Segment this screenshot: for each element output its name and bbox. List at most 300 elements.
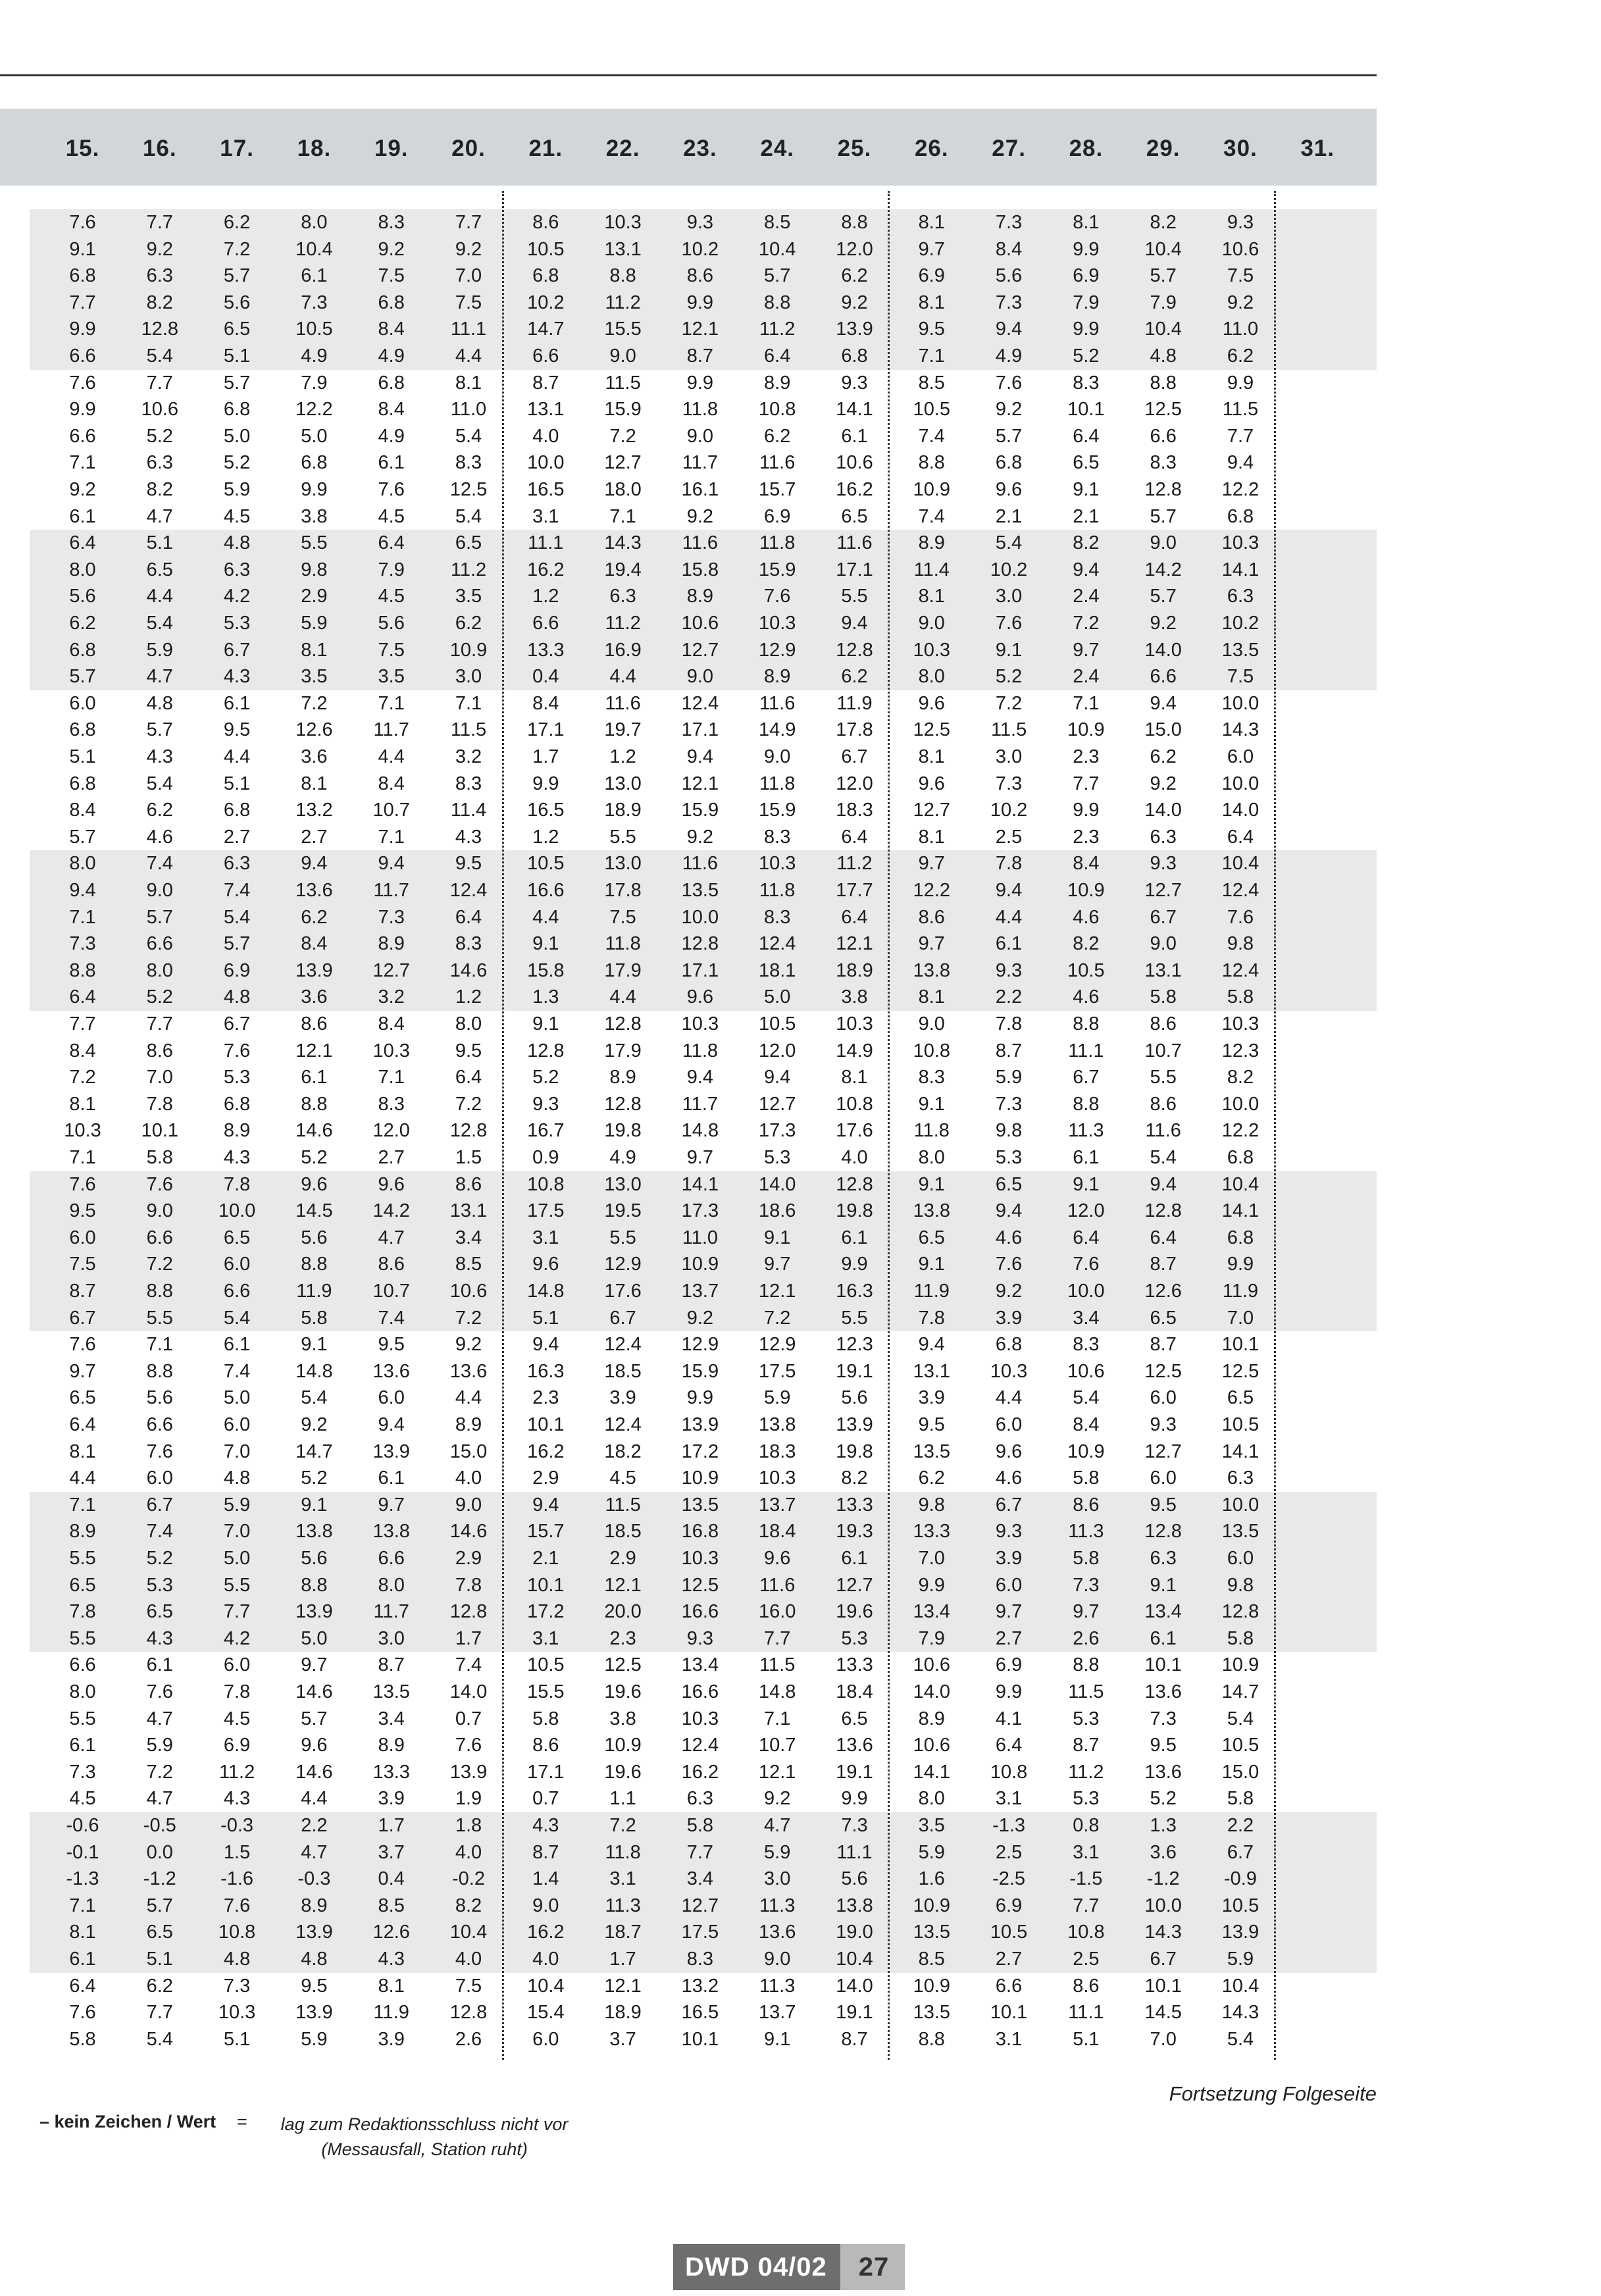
table-cell: 1.5 [223, 1841, 251, 1863]
table-cell: 5.6 [301, 1548, 328, 1569]
table-cell: 6.4 [764, 345, 791, 367]
table-cell: 5.4 [455, 505, 482, 527]
table-cell: 7.7 [146, 2002, 173, 2024]
table-cell: 12.0 [836, 238, 873, 260]
table-cell: 6.5 [223, 319, 251, 340]
table-cell: 7.3 [995, 773, 1023, 794]
table-cell: 13.9 [836, 319, 873, 340]
table-cell: 1.4 [532, 1868, 559, 1890]
table-cell: 9.2 [455, 1334, 482, 1356]
table-cell: 5.2 [1073, 345, 1100, 367]
table-cell: 5.2 [146, 1548, 173, 1569]
table-cell: 9.3 [686, 1627, 714, 1649]
table-cell: 17.6 [836, 1120, 873, 1142]
table-cell: 9.7 [686, 1147, 714, 1168]
table-cell: 7.3 [1150, 1708, 1177, 1729]
table-cell: 11.9 [1222, 1281, 1259, 1302]
table-cell: 9.2 [301, 1414, 328, 1435]
table-cell: 10.0 [1221, 692, 1259, 714]
table-cell: 12.4 [604, 1414, 642, 1435]
table-cell: 9.0 [918, 1013, 945, 1034]
table-cell: 8.8 [1073, 1093, 1100, 1115]
table-cell: 11.0 [1222, 319, 1259, 340]
table-cell: 1.3 [1150, 1815, 1177, 1836]
table-cell: 5.2 [995, 666, 1023, 688]
table-cell: 10.8 [758, 399, 796, 421]
table-cell: 5.8 [301, 1307, 328, 1329]
table-cell: 6.0 [1150, 1467, 1177, 1489]
table-cell: 5.9 [995, 1067, 1023, 1088]
table-cell: 11.5 [1222, 399, 1259, 421]
table-cell: 6.1 [841, 1227, 868, 1248]
table-cell: 14.0 [1144, 639, 1182, 661]
table-cell: 11.2 [605, 292, 641, 313]
top-rule [0, 74, 1377, 76]
table-cell: 9.4 [301, 853, 328, 875]
table-cell: 13.8 [836, 1895, 873, 1916]
table-cell: 9.6 [764, 1548, 791, 1569]
table-cell: 16.3 [527, 1360, 565, 1382]
table-cell: 9.4 [378, 853, 405, 875]
column-header-day: 24. [760, 136, 795, 161]
table-cell: 9.0 [146, 1200, 173, 1222]
table-cell: 6.5 [995, 1173, 1023, 1195]
table-cell: 16.9 [604, 639, 642, 661]
table-cell: 11.7 [682, 452, 719, 474]
table-cell: 10.3 [913, 639, 951, 661]
continuation-note: Fortsetzung Folgeseite [1169, 2082, 1377, 2105]
table-cell: 12.5 [1221, 1360, 1259, 1382]
table-cell: 8.9 [918, 532, 945, 554]
table-cell: 1.7 [455, 1627, 482, 1649]
table-cell: 6.6 [378, 1548, 405, 1569]
table-cell: 8.3 [686, 1949, 714, 1970]
table-cell: 11.7 [373, 719, 409, 741]
table-cell: 5.4 [1227, 2028, 1254, 2050]
table-cell: 0.8 [1073, 1815, 1100, 1836]
table-cell: 10.5 [1221, 1414, 1259, 1435]
table-cell: 7.4 [455, 1654, 482, 1676]
table-cell: 9.7 [918, 933, 945, 955]
table-cell: 8.4 [378, 1013, 405, 1034]
table-cell: 8.1 [455, 372, 482, 394]
table-cell: 5.3 [223, 613, 251, 634]
table-cell: 6.7 [1073, 1067, 1100, 1088]
table-cell: 11.1 [1068, 2002, 1104, 2024]
table-cell: 8.9 [764, 372, 791, 394]
table-cell: 13.8 [758, 1414, 796, 1435]
table-cell: 7.3 [995, 212, 1023, 233]
table-cell: 18.1 [758, 959, 796, 981]
table-cell: 5.1 [223, 2028, 251, 2050]
table-cell: -1.2 [1146, 1868, 1180, 1890]
table-cell: 13.7 [758, 1494, 796, 1516]
table-cell: 10.0 [681, 906, 719, 928]
table-cell: 10.1 [1144, 1654, 1182, 1676]
table-cell: 5.7 [223, 933, 251, 955]
table-cell: 8.1 [301, 773, 328, 794]
table-cell: 6.8 [841, 345, 868, 367]
table-cell: 9.9 [918, 1574, 945, 1596]
table-cell: 6.3 [1227, 1467, 1254, 1489]
table-cell: 6.8 [223, 399, 251, 421]
table-cell: 10.9 [449, 639, 488, 661]
table-cell: 11.6 [682, 853, 719, 875]
table-cell: 11.8 [759, 773, 796, 794]
table-cell: 16.5 [527, 800, 565, 821]
table-cell: 2.9 [609, 1548, 636, 1569]
table-cell: 10.7 [758, 1735, 796, 1756]
table-cell: 13.5 [681, 1494, 719, 1516]
table-cell: 4.9 [301, 345, 328, 367]
table-cell: 5.9 [301, 2028, 328, 2050]
table-cell: 3.1 [995, 2028, 1023, 2050]
table-cell: 9.6 [995, 479, 1023, 500]
table-cell: 9.3 [995, 959, 1023, 981]
table-cell: 8.5 [764, 212, 791, 233]
table-cell: 9.6 [918, 773, 945, 794]
table-cell: 15.8 [681, 559, 719, 580]
table-cell: 9.9 [995, 1681, 1023, 1702]
table-cell: 9.8 [1227, 933, 1254, 955]
table-cell: 5.3 [1073, 1788, 1100, 1810]
table-cell: 4.3 [455, 826, 482, 848]
table-cell: 13.9 [836, 1414, 873, 1435]
table-cell: 7.7 [146, 372, 173, 394]
table-cell: 2.9 [301, 586, 328, 607]
legend-equals: = [237, 2112, 247, 2131]
table-cell: 7.9 [918, 1627, 945, 1649]
table-cell: 8.3 [918, 1067, 945, 1088]
table-cell: 4.7 [301, 1841, 328, 1863]
table-cell: 7.8 [223, 1681, 251, 1702]
table-cell: 7.2 [455, 1307, 482, 1329]
table-cell: 8.8 [301, 1254, 328, 1275]
table-cell: 10.5 [1067, 959, 1105, 981]
table-cell: 9.9 [1073, 238, 1100, 260]
table-cell: 13.3 [836, 1494, 873, 1516]
table-cell: 9.0 [146, 880, 173, 901]
table-cell: 4.5 [378, 505, 405, 527]
table-cell: 5.3 [1073, 1708, 1100, 1729]
table-cell: 5.5 [841, 1307, 868, 1329]
table-cell: 6.6 [69, 345, 96, 367]
table-cell: 17.5 [681, 1922, 719, 1943]
column-header-day: 20. [451, 136, 486, 161]
table-cell: 8.4 [1073, 853, 1100, 875]
table-cell: 9.1 [764, 1227, 791, 1248]
table-cell: 11.2 [1068, 1761, 1104, 1783]
table-cell: 10.5 [527, 238, 565, 260]
table-cell: 12.1 [681, 319, 719, 340]
table-cell: 1.2 [609, 746, 636, 767]
table-cell: 12.7 [681, 639, 719, 661]
table-cell: -0.3 [220, 1815, 254, 1836]
table-cell: 6.8 [995, 452, 1023, 474]
table-cell: 0.7 [455, 1708, 482, 1729]
table-cell: 10.3 [758, 1467, 796, 1489]
table-cell: 9.7 [1073, 1601, 1100, 1623]
table-cell: 5.1 [1073, 2028, 1100, 2050]
table-cell: 6.3 [146, 452, 173, 474]
table-cell: 9.0 [918, 613, 945, 634]
table-cell: 9.5 [223, 719, 251, 741]
table-cell: 11.1 [450, 319, 487, 340]
table-cell: 6.2 [841, 666, 868, 688]
table-cell: 5.8 [1227, 1788, 1254, 1810]
table-cell: 3.9 [609, 1387, 636, 1409]
table-cell: 8.6 [686, 265, 714, 287]
table-cell: 6.2 [223, 212, 251, 233]
table-cell: 9.9 [841, 1788, 868, 1810]
table-cell: 13.4 [913, 1601, 951, 1623]
table-cell: 9.5 [1150, 1735, 1177, 1756]
table-cell: 17.8 [836, 719, 873, 741]
table-cell: 8.6 [1150, 1013, 1177, 1034]
table-cell: 12.5 [681, 1574, 719, 1596]
table-cell: 5.0 [301, 1627, 328, 1649]
table-cell: 5.5 [223, 1574, 251, 1596]
table-cell: 6.0 [69, 1227, 96, 1248]
table-cell: 11.5 [990, 719, 1027, 741]
table-cell: 6.6 [223, 1281, 251, 1302]
table-cell: 3.0 [995, 746, 1023, 767]
table-cell: 11.2 [759, 319, 796, 340]
table-cell: 5.6 [995, 265, 1023, 287]
table-cell: 13.8 [913, 1200, 951, 1222]
table-cell: 1.8 [455, 1815, 482, 1836]
table-cell: 4.5 [69, 1788, 96, 1810]
table-cell: 4.9 [378, 425, 405, 447]
table-cell: 7.7 [1073, 773, 1100, 794]
table-cell: 5.9 [146, 1735, 173, 1756]
table-cell: 4.6 [146, 826, 173, 848]
table-cell: 19.8 [836, 1200, 873, 1222]
table-cell: 6.6 [146, 1414, 173, 1435]
table-cell: 8.1 [918, 586, 945, 607]
table-cell: 1.2 [532, 826, 559, 848]
table-cell: 9.9 [69, 319, 96, 340]
table-cell: 4.8 [146, 692, 173, 714]
table-cell: 12.4 [1221, 959, 1259, 981]
table-cell: 12.3 [1221, 1040, 1259, 1061]
table-cell: 6.5 [841, 1708, 868, 1729]
table-cell: 6.7 [146, 1494, 173, 1516]
table-cell: 8.1 [918, 212, 945, 233]
table-cell: 4.4 [455, 345, 482, 367]
table-cell: 19.0 [836, 1922, 873, 1943]
table-cell: 5.4 [1150, 1147, 1177, 1168]
column-separator [888, 191, 890, 2060]
table-cell: 8.9 [455, 1414, 482, 1435]
column-header-day: 22. [605, 136, 640, 161]
table-cell: 6.6 [532, 613, 559, 634]
table-cell: 7.2 [995, 692, 1023, 714]
table-cell: 11.2 [836, 853, 873, 875]
table-cell: 6.0 [1227, 1548, 1254, 1569]
table-cell: 6.8 [69, 719, 96, 741]
table-cell: 7.5 [1227, 666, 1254, 688]
table-cell: 6.6 [995, 1975, 1023, 1997]
table-cell: 13.5 [913, 1922, 951, 1943]
table-cell: 6.0 [69, 692, 96, 714]
table-cell: 15.8 [527, 959, 565, 981]
table-cell: 5.5 [841, 586, 868, 607]
table-cell: 3.0 [995, 586, 1023, 607]
table-cell: 4.8 [223, 986, 251, 1008]
table-cell: 5.8 [1073, 1548, 1100, 1569]
table-cell: 4.0 [532, 425, 559, 447]
table-cell: 9.0 [1150, 532, 1177, 554]
table-cell: 7.0 [1227, 1307, 1254, 1329]
table-cell: 13.9 [295, 959, 333, 981]
column-header-day: 15. [65, 136, 100, 161]
table-cell: 8.0 [69, 1681, 96, 1702]
table-cell: 4.0 [455, 1841, 482, 1863]
table-cell: 7.1 [378, 826, 405, 848]
table-cell: 7.4 [146, 853, 173, 875]
table-cell: 10.5 [990, 1922, 1028, 1943]
table-cell: 7.5 [378, 639, 405, 661]
table-cell: 3.6 [301, 746, 328, 767]
table-cell: 5.6 [69, 586, 96, 607]
table-cell: 8.2 [146, 479, 173, 500]
table-cell: 4.4 [301, 1788, 328, 1810]
table-cell: 5.5 [69, 1627, 96, 1649]
table-cell: 5.0 [301, 425, 328, 447]
table-cell: 2.9 [455, 1548, 482, 1569]
table-cell: 3.4 [686, 1868, 714, 1890]
table-cell: 13.8 [295, 1521, 333, 1543]
table-cell: 16.7 [527, 1120, 565, 1142]
table-cell: 12.8 [681, 933, 719, 955]
table-cell: 8.6 [455, 1173, 482, 1195]
table-cell: 8.2 [1227, 1067, 1254, 1088]
table-cell: 4.0 [532, 1949, 559, 1970]
table-cell: 12.9 [604, 1254, 642, 1275]
table-cell: 15.9 [681, 800, 719, 821]
table-cell: 6.5 [69, 1387, 96, 1409]
table-cell: 10.9 [604, 1735, 642, 1756]
table-cell: 14.1 [1221, 1200, 1259, 1222]
table-cell: 8.6 [1073, 1975, 1100, 1997]
table-cell: 13.6 [295, 880, 333, 901]
table-cell: 6.9 [995, 1654, 1023, 1676]
table-cell: 9.1 [1073, 479, 1100, 500]
table-cell: 7.1 [69, 906, 96, 928]
table-cell: 12.8 [141, 319, 179, 340]
table-cell: 4.7 [146, 1788, 173, 1810]
table-cell: 16.6 [681, 1601, 719, 1623]
table-cell: 8.2 [1073, 933, 1100, 955]
table-cell: 17.9 [604, 959, 642, 981]
table-cell: 9.4 [686, 1067, 714, 1088]
table-cell: 10.8 [836, 1093, 873, 1115]
table-cell: 11.1 [1068, 1040, 1104, 1061]
table-cell: 13.6 [372, 1360, 410, 1382]
table-cell: 5.2 [1150, 1788, 1177, 1810]
table-cell: 13.9 [295, 1601, 333, 1623]
table-cell: 6.8 [378, 292, 405, 313]
table-cell: 9.3 [532, 1093, 559, 1115]
table-cell: 19.7 [604, 719, 642, 741]
table-cell: 7.5 [455, 292, 482, 313]
table-cell: 15.0 [1221, 1761, 1259, 1783]
table-cell: 6.5 [1073, 452, 1100, 474]
table-cell: 8.6 [918, 906, 945, 928]
table-cell: 1.7 [378, 1815, 405, 1836]
table-cell: 9.2 [686, 505, 714, 527]
table-cell: 13.6 [758, 1922, 796, 1943]
table-cell: 12.6 [1144, 1281, 1182, 1302]
table-cell: 12.7 [604, 452, 642, 474]
table-cell: 9.7 [995, 1601, 1023, 1623]
table-cell: 6.8 [223, 800, 251, 821]
table-cell: 4.3 [146, 1627, 173, 1649]
table-cell: 2.7 [301, 826, 328, 848]
table-cell: 8.1 [918, 746, 945, 767]
table-cell: 14.3 [604, 532, 642, 554]
table-cell: 9.0 [532, 1895, 559, 1916]
table-cell: -0.2 [452, 1868, 485, 1890]
table-cell: 12.3 [836, 1334, 873, 1356]
table-cell: 4.3 [532, 1815, 559, 1836]
table-cell: 10.6 [913, 1735, 951, 1756]
table-cell: 2.2 [301, 1815, 328, 1836]
table-cell: 5.0 [223, 1548, 251, 1569]
table-cell: 6.8 [69, 773, 96, 794]
table-cell: 9.1 [69, 238, 96, 260]
table-cell: 3.5 [918, 1815, 945, 1836]
table-cell: 8.8 [1073, 1654, 1100, 1676]
table-cell: 6.9 [223, 959, 251, 981]
table-cell: 13.9 [681, 1414, 719, 1435]
table-cell: 7.0 [223, 1521, 251, 1543]
table-cell: 4.7 [764, 1815, 791, 1836]
table-cell: 3.9 [995, 1307, 1023, 1329]
table-cell: 7.6 [995, 372, 1023, 394]
table-cell: 5.2 [146, 986, 173, 1008]
table-cell: 12.8 [836, 1173, 873, 1195]
table-cell: 8.6 [532, 212, 559, 233]
table-cell: 6.4 [841, 826, 868, 848]
table-cell: 12.1 [681, 773, 719, 794]
column-header-day: 25. [837, 136, 872, 161]
table-cell: 6.3 [146, 265, 173, 287]
table-cell: 7.6 [146, 1441, 173, 1462]
column-header-day: 21. [528, 136, 563, 161]
table-cell: 3.4 [378, 1708, 405, 1729]
table-cell: 6.8 [1227, 505, 1254, 527]
table-cell: 7.1 [69, 1895, 96, 1916]
table-cell: 7.4 [223, 1360, 251, 1382]
table-cell: 12.7 [681, 1895, 719, 1916]
table-cell: 10.4 [1144, 238, 1182, 260]
table-cell: 4.9 [378, 345, 405, 367]
table-cell: 7.8 [995, 1013, 1023, 1034]
table-cell: 18.6 [758, 1200, 796, 1222]
table-cell: -0.3 [297, 1868, 331, 1890]
table-cell: 8.0 [455, 1013, 482, 1034]
table-cell: 9.9 [1073, 319, 1100, 340]
table-cell: 18.3 [758, 1441, 796, 1462]
table-cell: 4.0 [455, 1949, 482, 1970]
table-cell: 6.7 [995, 1494, 1023, 1516]
table-cell: 8.0 [378, 1574, 405, 1596]
table-cell: 2.5 [995, 826, 1023, 848]
table-cell: 8.9 [301, 1895, 328, 1916]
table-cell: 6.8 [532, 265, 559, 287]
